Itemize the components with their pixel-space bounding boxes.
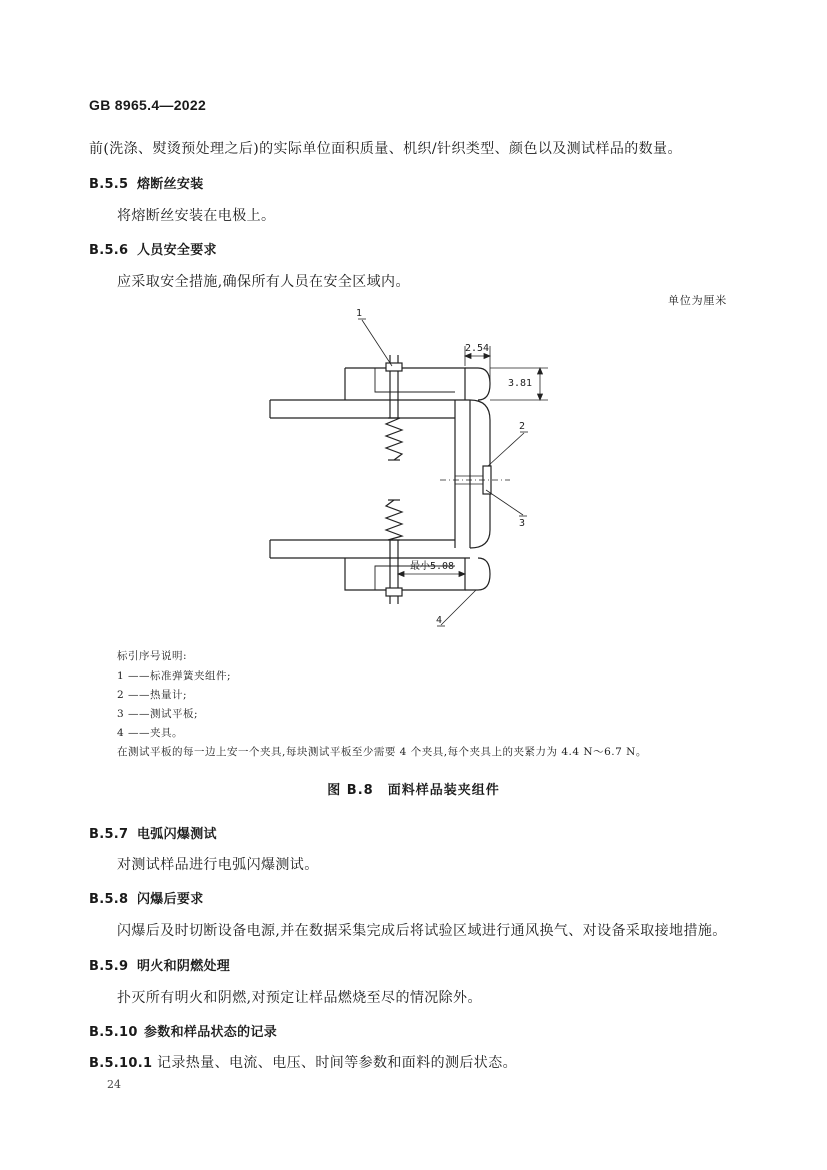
section-heading-b-5-7 xyxy=(89,823,217,842)
callout-2-leader xyxy=(488,433,524,466)
top-bolt-head xyxy=(386,363,402,371)
dim-arrow xyxy=(484,354,490,359)
section-title: 电弧闪爆测试 xyxy=(137,827,217,842)
section-body-b-5-7: 对测试样品进行电弧闪爆测试。 xyxy=(117,857,319,873)
page-number: 24 xyxy=(107,1078,121,1091)
bottom-spring xyxy=(386,500,402,540)
section-number: B.5.7 xyxy=(89,827,129,842)
section-heading-b-5-8 xyxy=(89,888,204,907)
section-heading-b-5-10 xyxy=(89,1021,277,1040)
section-title: 熔断丝安装 xyxy=(137,177,204,192)
legend-item: 2 ——热量计; xyxy=(117,689,188,701)
subsection-b-5-10-1 xyxy=(89,1052,517,1072)
section-number: B.5.10 xyxy=(89,1025,138,1040)
top-spring xyxy=(386,418,402,460)
bottom-rounded-tab xyxy=(465,558,490,590)
section-number: B.5.9 xyxy=(89,959,129,974)
callout-1-leader xyxy=(362,320,392,366)
section-title: 明火和阴燃处理 xyxy=(137,959,231,974)
bottom-bolt-head xyxy=(386,588,402,596)
top-jaw-outline xyxy=(345,368,465,400)
section-heading-b-5-9 xyxy=(89,955,230,974)
callout-4-leader xyxy=(441,590,476,625)
figure-unit-note: 单位为厘米 xyxy=(668,294,727,307)
legend-item: 4 ——夹具。 xyxy=(117,727,184,739)
dim-label-min-gap: 最小5.08 xyxy=(410,561,455,572)
dim-arrow xyxy=(538,368,543,374)
callout-label-2: 2 xyxy=(519,421,526,432)
legend-item: 1 ——标准弹簧夹组件; xyxy=(117,670,232,682)
dim-arrow xyxy=(459,572,465,577)
section-body-b-5-9: 扑灭所有明火和阴燃,对预定让样品燃烧至尽的情况除外。 xyxy=(117,990,482,1006)
figure-caption: 图 B.8 面料样品装夹组件 xyxy=(327,783,500,798)
subsection-body: 记录热量、电流、电压、时间等参数和面料的测后状态。 xyxy=(157,1055,517,1071)
dim-arrow xyxy=(538,394,543,400)
callout-label-1: 1 xyxy=(356,308,363,319)
section-number: B.5.8 xyxy=(89,892,129,907)
dim-label-top-height: 3.81 xyxy=(508,378,533,389)
section-body-b-5-5: 将熔断丝安装在电极上。 xyxy=(117,208,276,224)
section-title: 闪爆后要求 xyxy=(137,892,204,907)
section-title: 参数和样品状态的记录 xyxy=(144,1025,278,1040)
section-number: B.5.5 xyxy=(89,177,129,192)
callout-3-leader xyxy=(486,490,523,515)
top-rounded-tab xyxy=(465,368,490,400)
intro-paragraph: 前(洗涤、熨烫预处理之后)的实际单位面积质量、机织/针织类型、颜色以及测试样品的数量。 xyxy=(89,141,682,157)
legend-item: 3 ——测试平板; xyxy=(117,708,199,720)
callout-label-3: 3 xyxy=(519,518,526,529)
callout-label-4: 4 xyxy=(436,615,443,626)
section-title: 人员安全要求 xyxy=(137,243,217,258)
section-body-b-5-6: 应采取安全措施,确保所有人员在安全区域内。 xyxy=(117,274,410,290)
section-number: B.5.6 xyxy=(89,243,129,258)
dim-arrow xyxy=(465,354,471,359)
dim-label-top-width: 2.54 xyxy=(465,343,490,354)
subsection-number: B.5.10.1 xyxy=(89,1056,153,1071)
top-jaw-inner-line xyxy=(375,368,455,392)
figure-note: 在测试平板的每一边上安一个夹具,每块测试平板至少需要 4 个夹具,每个夹具上的夹紧力为 4.4 N～6.7 N。 xyxy=(117,746,647,758)
legend-title: 标引序号说明: xyxy=(117,650,188,662)
document-standard-number: GB 8965.4—2022 xyxy=(89,97,207,113)
section-body-b-5-8: 闪爆后及时切断设备电源,并在数据采集完成后将试验区域进行通风换气、对设备采取接地措施。 xyxy=(117,923,727,939)
dim-arrow xyxy=(398,572,404,577)
